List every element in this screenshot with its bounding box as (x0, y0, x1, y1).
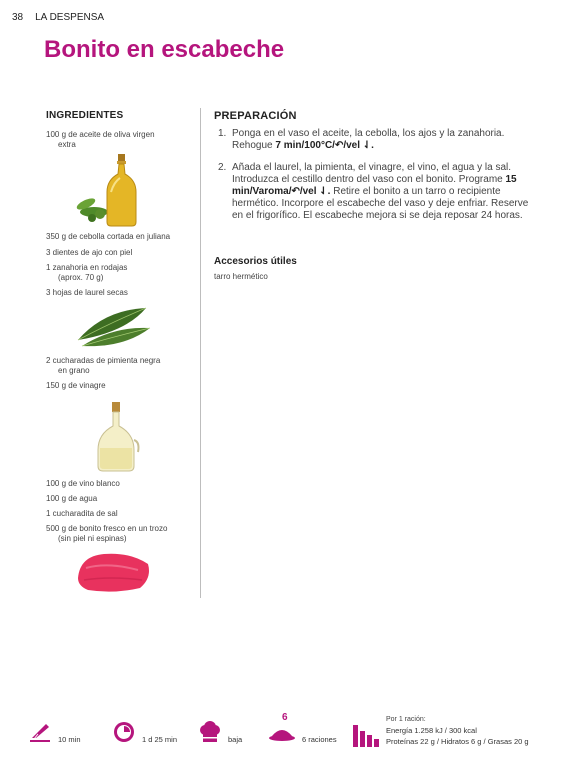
vinegar-bottle-image (92, 400, 142, 474)
step-2 (218, 162, 538, 222)
ingredient-item (46, 248, 196, 258)
ingredient-item (46, 479, 196, 489)
servings (268, 720, 337, 744)
preparation-steps (218, 128, 538, 232)
ingredient-text: 100 g de aceite de oliva virgen (46, 130, 155, 139)
ingredient-text: 1 zanahoria en rodajas (46, 263, 128, 272)
olive-oil-bottle-image (72, 152, 152, 228)
ingredient-text: 100 g de vino blanco (46, 479, 120, 488)
step-program: 15 min/Varoma/↶/vel ⇃. (232, 174, 517, 197)
ingredient-item (46, 381, 196, 391)
ingredient-item (46, 356, 196, 376)
nutrition-info (352, 714, 529, 747)
step-program: 7 min/100°C/↶/vel ⇃. (275, 140, 374, 151)
step-body: Ponga en el vaso el aceite, la cebolla, los ajos y la zanahoria. Rehogue (232, 128, 505, 151)
page-header (12, 12, 104, 23)
nutrition-macros: Proteínas 22 g / Hidratos 6 g / Grasas 20 g (386, 737, 529, 746)
difficulty-value: baja (228, 735, 243, 744)
step-number: 1. (218, 128, 227, 139)
step-1 (218, 128, 538, 152)
ingredient-text-cont: (sin piel ni espinas) (58, 534, 127, 543)
prep-time-value: 10 min (58, 735, 81, 744)
column-divider (200, 108, 201, 598)
step-tail: Retire el bonito a un tarro o recipiente hermético. Incorpore el escabeche del vaso y deje enfriar. Reserve en el frigorífico. El escabeche mejora si se deja reposar 24 horas. (232, 186, 529, 221)
chef-hat-icon (198, 720, 222, 744)
ingredient-text: 3 dientes de ajo con piel (46, 248, 133, 257)
nutrition-energy: Energía 1.258 kJ / 300 kcal (386, 726, 477, 735)
ingredient-item (46, 232, 196, 242)
ingredients-heading: INGREDIENTES (46, 110, 124, 121)
page-number: 38 (12, 12, 24, 23)
ingredient-item (46, 130, 196, 150)
difficulty (198, 720, 242, 744)
ingredient-item (46, 524, 196, 544)
section-name: LA DESPENSA (35, 12, 105, 23)
step-body: Añada el laurel, la pimienta, el vinagre, el vino, el agua y la sal. Introduzca el cestillo dentro del vaso con el bonito. Programe (232, 162, 512, 185)
ingredient-text-cont: (aprox. 70 g) (58, 273, 104, 282)
accessories-text: tarro hermético (214, 272, 268, 281)
ingredient-text: 350 g de cebolla cortada en juliana (46, 232, 171, 241)
step-text (232, 128, 538, 152)
accessories-heading: Accesorios útiles (214, 256, 297, 267)
recipe-title: Bonito en escabeche (44, 36, 285, 63)
ingredient-text: 2 cucharadas de pimienta negra (46, 356, 161, 365)
ingredient-text: 150 g de vinagre (46, 381, 106, 390)
plate-icon (268, 720, 296, 744)
ingredient-item (46, 494, 196, 504)
ingredient-text: 100 g de agua (46, 494, 98, 503)
ingredient-text: 3 hojas de laurel secas (46, 288, 128, 297)
ingredient-item (46, 288, 196, 298)
tuna-fillet-image (74, 548, 154, 596)
knife-board-icon (28, 720, 52, 744)
servings-number: 6 (282, 712, 288, 723)
ingredient-text-cont: en grano (58, 366, 90, 375)
nutrition-label: Por 1 ración: (386, 716, 426, 723)
ingredient-text: 1 cucharadita de sal (46, 509, 118, 518)
preparation-heading: PREPARACIÓN (214, 110, 297, 122)
servings-value: 6 raciones (302, 735, 337, 744)
recipe-footer (0, 714, 576, 758)
total-time-value: 1 d 25 min (142, 735, 178, 744)
ingredient-item (46, 263, 196, 283)
prep-time (28, 720, 81, 744)
bay-leaves-image (74, 302, 154, 352)
clock-icon (112, 720, 136, 744)
step-text (232, 162, 538, 222)
bar-chart-icon (352, 721, 380, 747)
ingredient-item (46, 509, 196, 519)
step-number: 2. (218, 162, 227, 173)
total-time (112, 720, 177, 744)
ingredient-text-cont: extra (58, 140, 76, 149)
ingredient-text: 500 g de bonito fresco en un trozo (46, 524, 168, 533)
nutrition-text (386, 714, 529, 747)
